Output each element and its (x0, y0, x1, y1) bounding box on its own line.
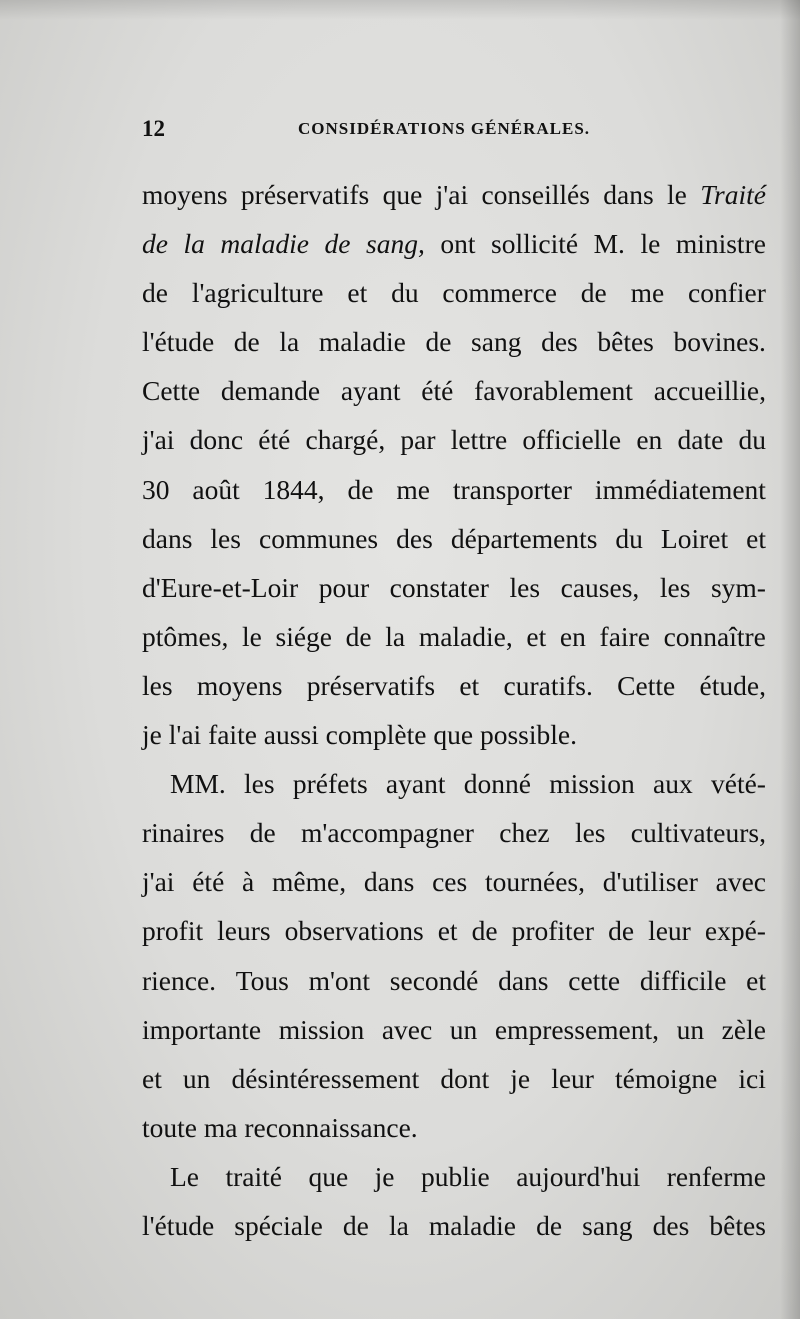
word: la (385, 620, 406, 652)
word: ministre (675, 228, 766, 260)
word: faire (599, 620, 650, 652)
word: traité (225, 1160, 282, 1192)
word: les (574, 817, 606, 849)
text-line (142, 1103, 766, 1152)
word: Traité (700, 179, 766, 210)
word: leur (551, 1062, 594, 1094)
word: constater (389, 571, 489, 603)
word: à (242, 866, 255, 898)
word: août (192, 473, 240, 505)
text-line (142, 268, 766, 317)
word: profiter (511, 915, 595, 947)
word: reconnaissance. (244, 1111, 418, 1143)
word: 1844, (262, 473, 325, 505)
word: les (509, 571, 541, 603)
text-line (142, 219, 766, 268)
word: maladie (428, 1209, 516, 1241)
word: et (459, 669, 480, 701)
word: zèle (721, 1013, 766, 1045)
word: leur (648, 915, 691, 947)
word: des (541, 326, 578, 358)
word: la (388, 1209, 409, 1241)
text-line (142, 1054, 766, 1103)
word: date (677, 424, 724, 456)
text-line (142, 415, 766, 464)
text-line (142, 317, 766, 366)
word: en (559, 620, 586, 652)
word: bêtes (709, 1209, 766, 1241)
word: maladie (220, 228, 309, 260)
word: accueillie, (653, 375, 766, 407)
word: avec (715, 866, 766, 898)
word: un (182, 1062, 211, 1094)
word: faite (208, 719, 264, 751)
word: été (258, 424, 291, 456)
word: mission (278, 1013, 365, 1045)
word: spéciale (234, 1209, 323, 1241)
word: de (249, 817, 276, 849)
word: rinaires (142, 817, 225, 849)
word: profit (142, 915, 204, 947)
word: expé- (704, 915, 766, 947)
word: me (630, 277, 665, 309)
word: les (210, 522, 241, 554)
word: que (382, 179, 423, 210)
word: et (142, 1062, 162, 1094)
word: maladie, (418, 620, 513, 652)
word: de (345, 620, 372, 652)
text-line (142, 366, 766, 415)
word: donné (463, 768, 531, 800)
text-line (142, 956, 766, 1005)
word: le (667, 179, 687, 210)
running-title: CONSIDÉRATIONS GÉNÉRALES. (298, 119, 591, 138)
word: dans (363, 866, 415, 898)
word: complète (325, 719, 434, 751)
word: désintéressement (231, 1062, 420, 1094)
word: importante (142, 1013, 262, 1045)
word: dans (498, 964, 549, 996)
word: avec (381, 1013, 433, 1045)
word: demande (220, 375, 321, 407)
word: m'ont (308, 964, 371, 996)
text-line (142, 612, 766, 661)
word: Cette (617, 669, 676, 701)
text-line (142, 563, 766, 612)
word: j'ai (142, 866, 175, 898)
word: je (374, 1160, 395, 1192)
word: de (536, 1209, 563, 1241)
word: sollicité (491, 228, 579, 260)
word: du (738, 424, 766, 456)
word: rience. (142, 964, 217, 996)
word: vété- (711, 768, 766, 800)
word: confier (688, 277, 766, 309)
word: j'ai (435, 179, 469, 210)
word: Le (170, 1160, 200, 1192)
word: lettre (450, 424, 508, 456)
page-shadow-right (780, 0, 800, 1319)
word: observations (284, 915, 424, 947)
word: d'Eure-et-Loir (142, 571, 299, 603)
text-line (142, 465, 766, 514)
word: de (347, 473, 374, 505)
word: l'étude (142, 326, 215, 358)
word: empressement, (494, 1013, 660, 1045)
word: l'ai (168, 719, 209, 751)
word: et (746, 522, 766, 554)
word: chargé, (305, 424, 386, 456)
word: cette (568, 964, 621, 996)
word: des (396, 522, 433, 554)
word: M. (593, 228, 625, 260)
word: possible. (479, 719, 577, 751)
word: été (421, 375, 454, 407)
word: un (676, 1013, 705, 1045)
word: les (142, 669, 173, 701)
word: commerce (442, 277, 557, 309)
word: préfets (292, 768, 368, 800)
word: communes (258, 522, 379, 554)
word: Tous (235, 964, 289, 996)
word: la (183, 228, 205, 260)
text-line (142, 170, 766, 219)
word: bêtes (597, 326, 654, 358)
word: pour (318, 571, 370, 603)
word: chez (499, 817, 550, 849)
word: tournées, (484, 866, 585, 898)
word: ma (203, 1111, 245, 1143)
word: sang (582, 1209, 633, 1241)
word: et (526, 620, 547, 652)
word: été (192, 866, 225, 898)
word: je (142, 719, 169, 751)
word: étude, (699, 669, 766, 701)
word: de (608, 915, 635, 947)
text-line (142, 1201, 766, 1250)
word: transporter (452, 473, 572, 505)
word: siége (275, 620, 333, 652)
word: sym- (710, 571, 766, 603)
word: causes, (560, 571, 640, 603)
word: des (652, 1209, 690, 1241)
text-line (142, 857, 766, 906)
word: ces (432, 866, 468, 898)
word: cultivateurs, (630, 817, 766, 849)
word: curatifs. (503, 669, 593, 701)
word: que (308, 1160, 349, 1192)
word: témoigne (615, 1062, 718, 1094)
word: la (279, 326, 300, 358)
word: même, (272, 866, 347, 898)
text-line (142, 1152, 766, 1201)
word: et (347, 277, 368, 309)
word: donc (189, 424, 244, 456)
word: de (580, 277, 607, 309)
text-line (142, 906, 766, 955)
word: renferme (666, 1160, 766, 1192)
word: leurs (217, 915, 271, 947)
word: je (510, 1062, 531, 1094)
word: l'étude (142, 1209, 215, 1241)
text-line (142, 808, 766, 857)
word: Loiret (660, 522, 729, 554)
word: de (342, 1209, 369, 1241)
word: immédiatement (594, 473, 766, 505)
word: sang, (366, 228, 425, 260)
word: j'ai (142, 424, 175, 456)
word: sang (471, 326, 522, 358)
word: les (659, 571, 691, 603)
word: ayant (385, 768, 446, 800)
word: préservatifs (240, 179, 370, 210)
word: difficile (639, 964, 727, 996)
word: que (433, 719, 480, 751)
word: de (471, 915, 498, 947)
word: 30 (142, 473, 170, 505)
word: de (324, 228, 351, 260)
word: de (233, 326, 260, 358)
page-shadow-top (0, 0, 800, 20)
word: toute (142, 1111, 204, 1143)
text-line (142, 514, 766, 563)
word: départements (450, 522, 598, 554)
word: dans (142, 522, 193, 554)
word: moyens (196, 669, 283, 701)
text-line (142, 759, 766, 808)
word: officielle (522, 424, 622, 456)
word: préservatifs (306, 669, 436, 701)
word: par (400, 424, 436, 456)
body-text (142, 170, 766, 1250)
word: le (640, 228, 661, 260)
word: maladie (318, 326, 406, 358)
word: de (142, 277, 168, 309)
text-line (142, 1005, 766, 1054)
text-line (142, 661, 766, 710)
word: d'utiliser (602, 866, 698, 898)
word: connaître (663, 620, 766, 652)
word: MM. (170, 768, 226, 800)
word: m'accompagner (301, 817, 474, 849)
word: moyens (142, 179, 228, 210)
word: publie (420, 1160, 490, 1192)
word: les (244, 768, 275, 800)
word: et (746, 964, 766, 996)
word: bovines. (673, 326, 766, 358)
word: favorablement (474, 375, 633, 407)
word: secondé (389, 964, 479, 996)
word: conseillés (481, 179, 590, 210)
word: ont (440, 228, 476, 260)
page-header (142, 116, 762, 146)
word: l'agriculture (191, 277, 324, 309)
word: et (437, 915, 458, 947)
word: du (391, 277, 419, 309)
word: de (425, 326, 452, 358)
word: un (449, 1013, 478, 1045)
word: aux (653, 768, 693, 800)
word: ici (738, 1062, 766, 1094)
page-number: 12 (142, 116, 165, 141)
word: du (615, 522, 643, 554)
word: Cette (142, 375, 201, 407)
text-line (142, 710, 766, 759)
word: aujourd'hui (516, 1160, 641, 1192)
word: le (241, 620, 262, 652)
word: ayant (340, 375, 401, 407)
word: dont (440, 1062, 490, 1094)
word: de (142, 228, 168, 260)
word: aussi (263, 719, 326, 751)
word: en (636, 424, 663, 456)
word: ptômes, (142, 620, 229, 652)
word: dans (603, 179, 654, 210)
word: me (396, 473, 430, 505)
word: mission (549, 768, 635, 800)
